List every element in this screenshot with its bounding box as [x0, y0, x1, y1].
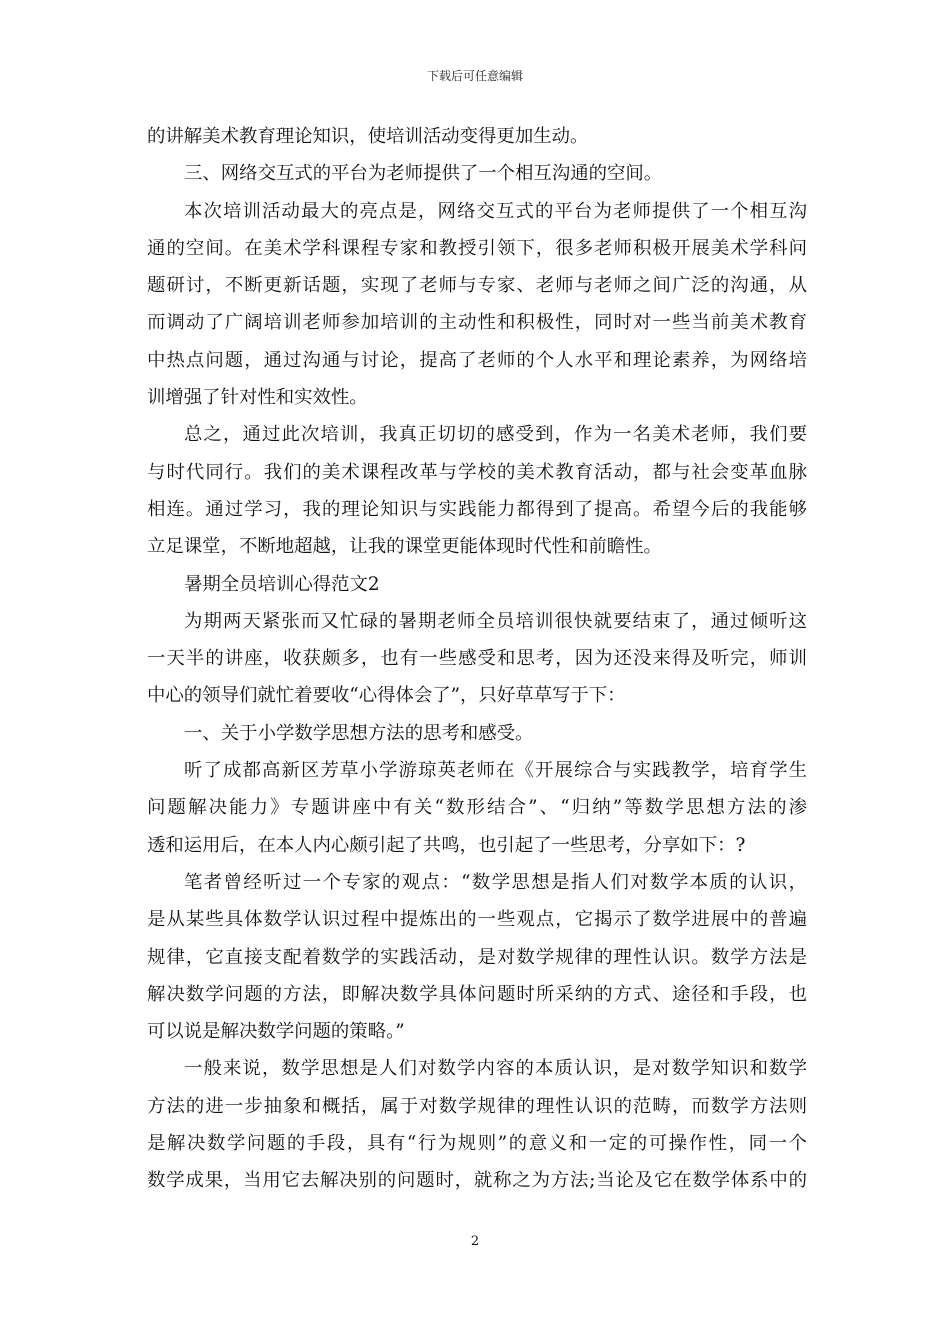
text-line: 而调动了广阔培训老师参加培训的主动性和积极性，同时对一些当前美术教育 [147, 312, 807, 334]
page-header: 下载后可任意编辑 [426, 69, 523, 83]
text-line: 暑期全员培训心得范文2 [184, 573, 380, 595]
text-line: 规律，它直接支配着数学的实践活动，是对数学规律的理性认识。数学方法是 [147, 946, 807, 968]
text-line: 题研讨，不断更新话题，实现了老师与专家、老师与老师之间广泛的沟通，从 [147, 275, 807, 297]
text-line: 一天半的讲座，收获颇多，也有一些感受和思考，因为还没来得及听完，师训 [147, 648, 807, 670]
text-line: 训增强了针对性和实效性。 [147, 387, 368, 409]
page-number: 2 [470, 1234, 480, 1249]
text-line: 解决数学问题的方法，即解决数学具体问题时所采纳的方式、途径和手段，也 [147, 983, 807, 1005]
text-line: 立足课堂，不断地超越，让我的课堂更能体现时代性和前瞻性。 [147, 536, 662, 558]
text-line: 中心的领导们就忙着要收“心得体会了”，只好草草写于下： [147, 685, 626, 707]
text-line: 是解决数学问题的手段，具有“行为规则”的意义和一定的可操作性，同一个 [147, 1133, 807, 1155]
text-line: 通的空间。在美术学科课程专家和教授引领下，很多老师积极开展美术学科问 [147, 237, 807, 259]
text-line: 中热点问题，通过沟通与讨论，提高了老师的个人水平和理论素养，为网络培 [147, 349, 807, 371]
text-line: 笔者曾经听过一个专家的观点：“数学思想是指人们对数学本质的认识， [184, 871, 807, 893]
text-line: 一、关于小学数学思想方法的思考和感受。 [184, 722, 534, 744]
text-line: 方法的进一步抽象和概括，属于对数学规律的理性认识的范畴，而数学方法则 [147, 1095, 807, 1117]
text-line: 为期两天紧张而又忙碌的暑期老师全员培训很快就要结束了，通过倾听这 [184, 610, 807, 632]
text-line: 问题解决能力》专题讲座中有关“数形结合”、“归纳”等数学思想方法的渗 [147, 797, 807, 819]
text-line: 可以说是解决数学问题的策略。” [147, 1021, 405, 1043]
text-line: 相连。通过学习，我的理论知识与实践能力都得到了提高。希望今后的我能够 [147, 498, 807, 520]
text-line: 是从某些具体数学认识过程中提炼出的一些观点，它揭示了数学进展中的普遍 [147, 909, 807, 931]
document-body [147, 118, 807, 1200]
text-line: 数学成果，当用它去解决别的问题时，就称之为方法;当论及它在数学体系中的 [147, 1170, 807, 1192]
text-line: 的讲解美术教育理论知识，使培训活动变得更加生动。 [147, 126, 589, 147]
text-line: 一般来说，数学思想是人们对数学内容的本质认识，是对数学知识和数学 [184, 1058, 807, 1080]
text-line: 透和运用后，在本人内心颇引起了共鸣，也引起了一些思考，分享如下：? [147, 834, 746, 856]
text-line: 本次培训活动最大的亮点是，网络交互式的平台为老师提供了一个相互沟 [184, 200, 807, 222]
text-line: 听了成都高新区芳草小学游琼英老师在《开展综合与实践教学，培育学生 [184, 760, 807, 782]
text-line: 总之，通过此次培训，我真正切切的感受到，作为一名美术老师，我们要 [184, 424, 807, 446]
text-line: 三、网络交互式的平台为老师提供了一个相互沟通的空间。 [184, 163, 663, 185]
text-line: 与时代同行。我们的美术课程改革与学校的美术教育活动，都与社会变革血脉 [147, 461, 807, 483]
